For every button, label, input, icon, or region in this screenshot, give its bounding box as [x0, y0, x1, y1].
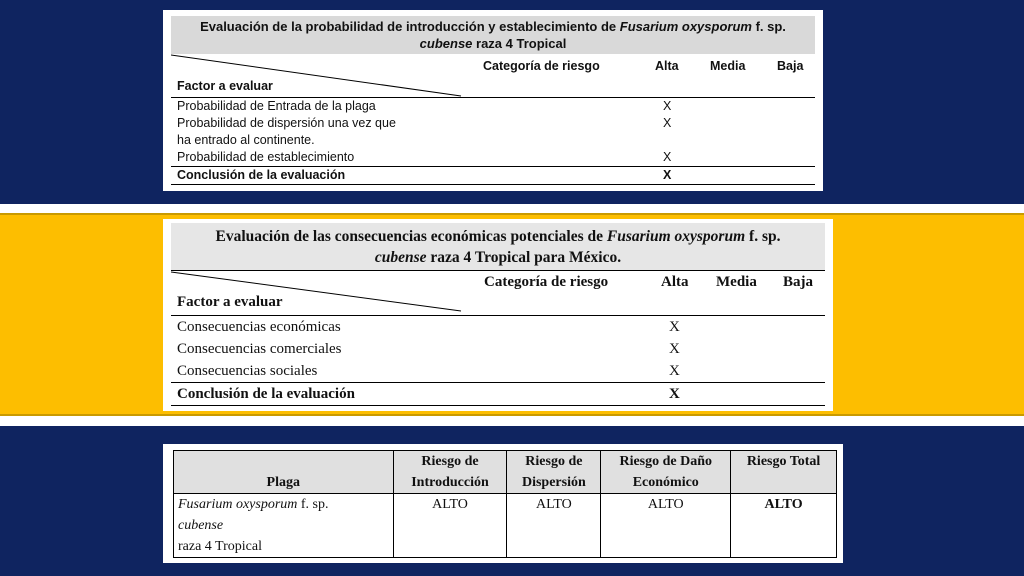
table-row: ha entrado al continente. — [177, 133, 315, 147]
consequences-table-title: Evaluación de las consecuencias económicas potenciales de Fusarium oxysporum f. sp. cubense raza 4 Tropical para México. — [171, 223, 825, 271]
header-media: Media — [710, 59, 746, 73]
conclusion-row: Conclusión de la evaluación X — [171, 382, 825, 406]
table-row: Consecuencias sociales X — [171, 360, 825, 382]
table-row: Consecuencias económicas X — [171, 316, 825, 338]
header-baja: Baja — [777, 59, 804, 73]
probability-table-title: Evaluación de la probabilidad de introducción y establecimiento de Fusarium oxysporum f. sp. cubense raza 4 Tropical — [171, 16, 815, 54]
mark-alta: X — [663, 150, 672, 164]
header-categoria: Categoría de riesgo — [483, 59, 600, 73]
header-media: Media — [716, 274, 757, 290]
mark-alta: X — [663, 116, 672, 130]
header-plaga: Plaga — [174, 451, 394, 494]
table-row: Consecuencias comerciales X — [171, 338, 825, 360]
table-row: Probabilidad de dispersión una vez que X — [177, 116, 672, 130]
cell-plaga: Fusarium oxysporum f. sp. cubense raza 4 Tropical — [174, 494, 394, 558]
cell-dano: ALTO — [601, 494, 731, 558]
table-row — [174, 494, 837, 558]
header-baja: Baja — [783, 274, 813, 290]
risk-summary-table — [173, 450, 837, 558]
mark-alta: X — [669, 386, 680, 402]
header-dispersion: Riesgo de Dispersión — [507, 451, 601, 494]
header-dano: Riesgo de Daño Económico — [601, 451, 731, 494]
table-row: Probabilidad de establecimiento X — [177, 150, 672, 164]
header-factor: Factor a evaluar — [177, 294, 283, 310]
mark-alta: X — [669, 341, 680, 357]
mark-alta: X — [669, 363, 680, 379]
summary-table — [163, 444, 843, 563]
header-alta: Alta — [655, 59, 679, 73]
mark-alta: X — [663, 99, 672, 113]
conclusion-row: Conclusión de la evaluación X — [171, 166, 815, 185]
consequences-table — [163, 219, 833, 411]
table-row: Probabilidad de Entrada de la plaga X — [177, 99, 672, 113]
probability-table — [163, 10, 823, 191]
table-header — [171, 54, 815, 98]
header-total: Riesgo Total — [731, 451, 837, 494]
table-header-row — [174, 451, 837, 494]
cell-dispersion: ALTO — [507, 494, 601, 558]
header-alta: Alta — [661, 274, 689, 290]
mark-alta: X — [669, 319, 680, 335]
header-categoria: Categoría de riesgo — [484, 274, 609, 290]
header-introduccion: Riesgo de Introducción — [393, 451, 507, 494]
cell-total: ALTO — [731, 494, 837, 558]
table-header — [171, 271, 825, 316]
mark-alta: X — [663, 168, 672, 182]
cell-introduccion: ALTO — [393, 494, 507, 558]
header-factor: Factor a evaluar — [177, 79, 273, 93]
